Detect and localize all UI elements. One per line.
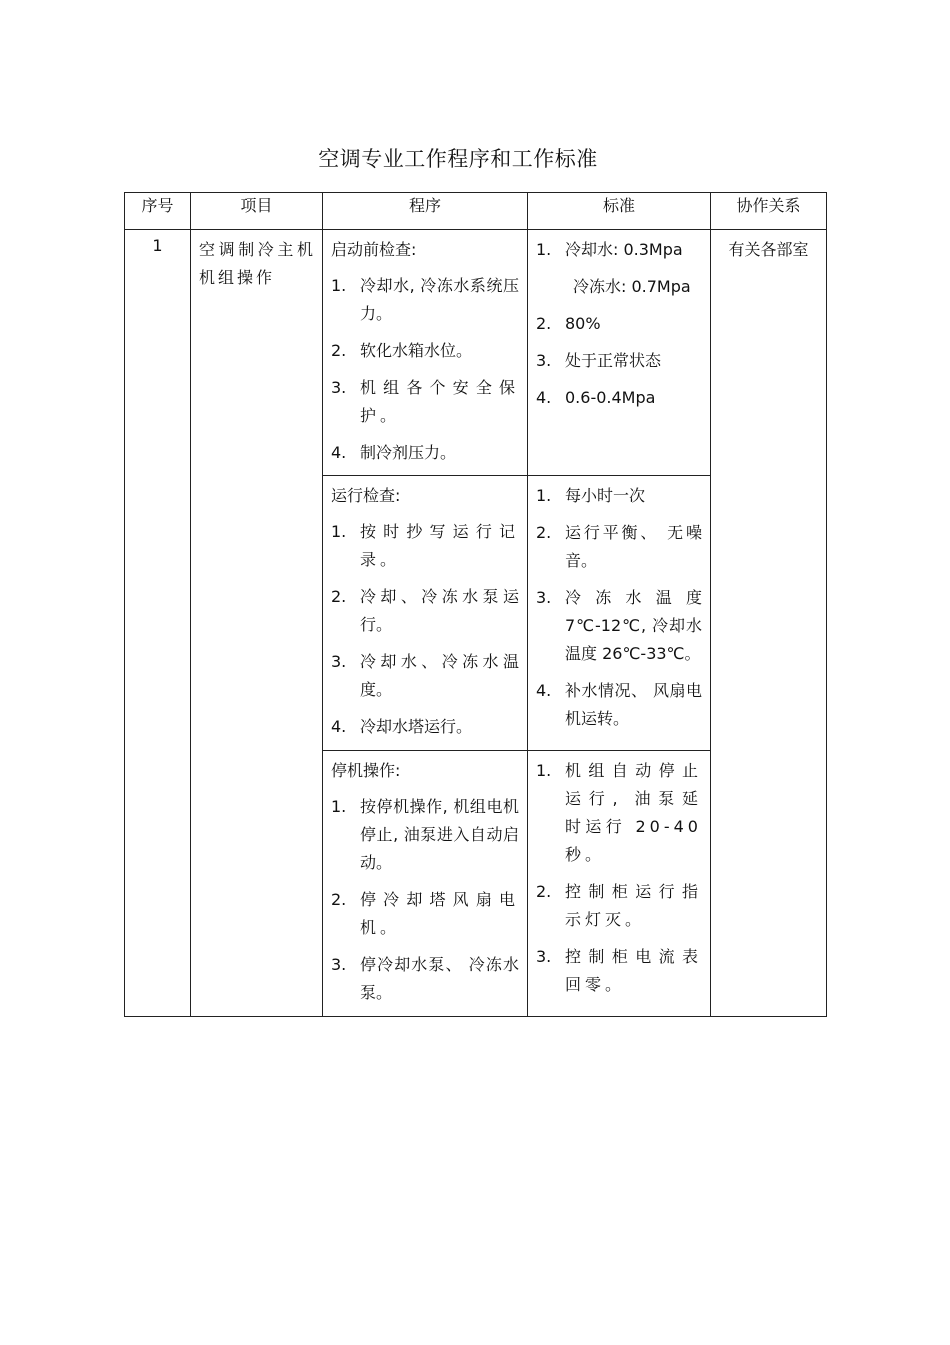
list-item: 3. 冷冻水温度 7℃-12℃, 冷却水温度 26℃-33℃。 (536, 588, 702, 663)
list-item: 4. 补水情况、 风扇电机运转。 (536, 681, 702, 728)
header-standard: 标准 (528, 193, 711, 230)
document-title: 空调专业工作程序和工作标准 (318, 147, 598, 171)
list-item: 1. 冷却水: 0.3Mpa (536, 240, 683, 259)
list-item: 3. 控制柜电流表回零。 (536, 947, 702, 994)
list-item: 2. 停冷却塔风扇电机。 (331, 890, 519, 937)
list-item: 3. 处于正常状态 (536, 351, 662, 370)
list-item: 3. 机组各个安全保护。 (331, 378, 519, 425)
list-item: 2. 软化水箱水位。 (331, 341, 473, 360)
row-cooperation: 有关各部室 (711, 230, 827, 1017)
header-procedure: 程序 (323, 193, 528, 230)
list-item: 2. 冷却、冷冻水泵运行。 (331, 587, 519, 634)
list-item: 1. 冷却水, 冷冻水系统压力。 (331, 276, 519, 323)
list-item: 1. 机组自动停止运行, 油泵延时运行 20-40 秒。 (536, 761, 702, 864)
standard-cell-startup (528, 230, 711, 476)
standard-cell-shutdown (528, 751, 711, 1017)
list-item: 2. 运行平衡、 无噪音。 (536, 523, 702, 570)
procedure-cell-shutdown (323, 751, 528, 1017)
list-item: 1. 每小时一次 (536, 486, 646, 505)
procedure-cell-running (323, 476, 528, 751)
procedure-standard-table (124, 192, 827, 1017)
table-row (125, 230, 827, 476)
list-item: 2. 80% (536, 314, 601, 333)
list-item: 冷冻水: 0.7Mpa (573, 277, 691, 296)
procedure-cell-startup (323, 230, 528, 476)
list-item: 4. 冷却水塔运行。 (331, 717, 473, 736)
table-header-row (125, 193, 827, 230)
list-item: 1. 按停机操作, 机组电机停止, 油泵进入自动启动。 (331, 797, 519, 872)
header-item: 项目 (191, 193, 323, 230)
row-item: 空调制冷主机机组操作 (191, 230, 323, 1017)
list-item: 2. 控制柜运行指示灯灭。 (536, 882, 702, 929)
list-item: 4. 0.6-0.4Mpa (536, 388, 656, 407)
header-no: 序号 (125, 193, 191, 230)
list-item: 3. 停冷却水泵、 冷冻水泵。 (331, 955, 519, 1002)
list-item: 4. 制冷剂压力。 (331, 443, 457, 462)
procedure-heading: 停机操作: (331, 761, 401, 780)
procedure-heading: 运行检查: (331, 486, 401, 505)
standard-cell-running (528, 476, 711, 751)
header-cooperation: 协作关系 (711, 193, 827, 230)
list-item: 1. 按时抄写运行记录。 (331, 522, 519, 569)
procedure-heading: 启动前检查: (331, 240, 417, 259)
list-item: 3. 冷却水、冷冻水温度。 (331, 652, 519, 699)
row-number: 1 (125, 230, 191, 1017)
